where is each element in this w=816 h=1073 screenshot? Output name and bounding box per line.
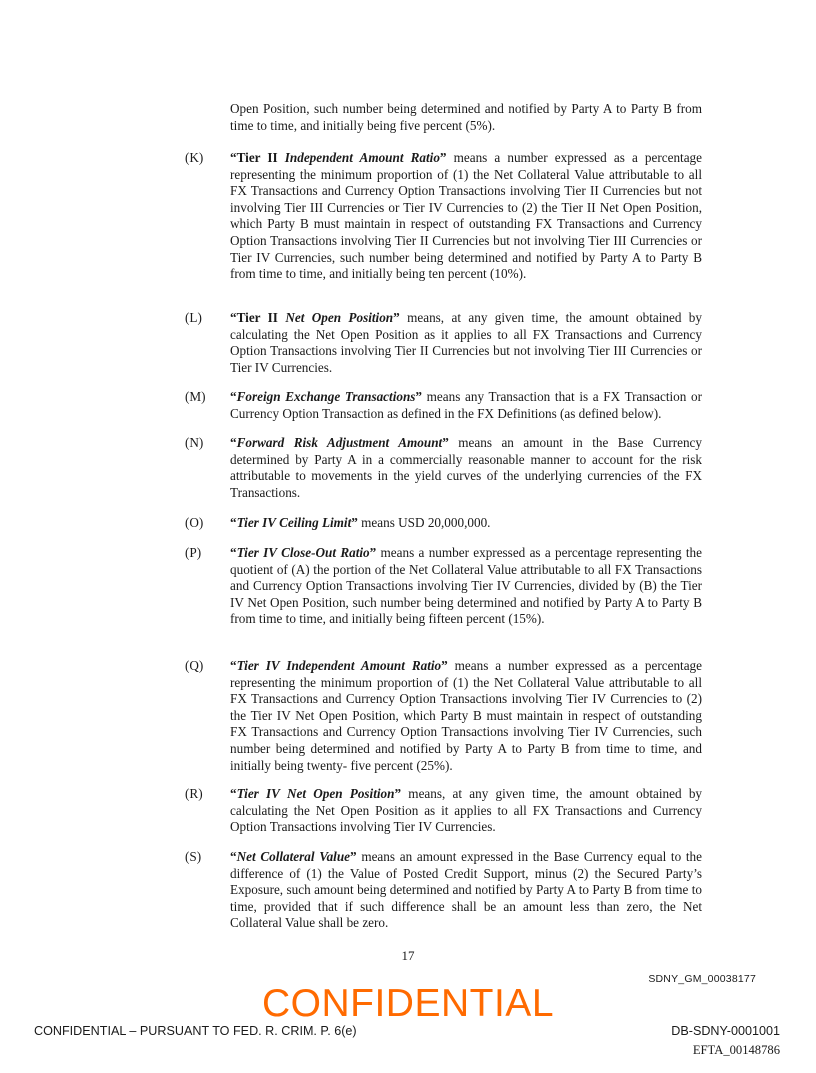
clause-label: (L) (185, 310, 202, 325)
clause-term-close: ” (415, 389, 423, 404)
clause-n (185, 435, 702, 501)
clause-m (185, 389, 702, 422)
efta-number: EFTA_00148786 (692, 1043, 780, 1057)
clause-label: (S) (185, 849, 202, 864)
clause-label: (K) (185, 150, 204, 165)
bates-number: SDNY_GM_00038177 (648, 973, 756, 985)
clause-body (230, 545, 702, 628)
production-number: DB-SDNY-0001001 (671, 1024, 780, 1038)
clause-term-bold: “ (230, 435, 237, 450)
clause-body (230, 389, 702, 422)
confidential-stamp: CONFIDENTIAL (261, 982, 555, 1025)
clause-body (230, 786, 702, 836)
clause-term-italic: Tier IV Close-Out Ratio (236, 545, 370, 560)
clause-term-bold: “ (230, 849, 237, 864)
clause-text: means USD 20,000,000. (357, 515, 491, 530)
clause-body (230, 435, 702, 501)
clause-term-close: ” (441, 658, 448, 673)
clause-p (185, 545, 702, 628)
clause-term-italic: Tier IV Ceiling Limit (236, 515, 352, 530)
clause-text: means an amount in the Base Currency determined by Party A in a commercially reasonable manner to account for the risk attributable to movements in the yield curves of the underlying currencies of the FX Transactions. (230, 435, 702, 500)
clause-term-close: ” (442, 435, 449, 450)
clause-term-italic: Tier IV Independent Amount Ratio (236, 658, 442, 673)
clause-label: (N) (185, 435, 204, 450)
clause-text: means an amount expressed in the Base Currency equal to the difference of (1) the Value of Posted Credit Support, minus (2) the Secured Party’s Exposure, such amount being determined and notified by Party A to Party B from time to time, provided that if such difference shall be an amount less than zero, the Net Collateral Value shall be zero. (230, 849, 702, 931)
clause-label: (Q) (185, 658, 204, 673)
clause-label: (R) (185, 786, 203, 801)
clause-term-close: ” (394, 786, 402, 801)
clause-term-bold: “Tier II (230, 150, 285, 165)
clause-term-italic: Foreign Exchange Transactions (236, 389, 416, 404)
clause-term-close: ” (439, 150, 447, 165)
clause-text: means a number expressed as a percentage representing the minimum proportion of (1) the Net Collateral Value attributable to all FX Transactions and Currency Option Transactions involving Tier II Currencies but not involving Tier III Currencies or Tier IV Currencies to (2) the Tier II Net Open Position, which Party B must maintain in respect of outstanding FX Transactions and Currency Option Transactions involving Tier II Currencies but not involving Tier III Currencies or Tier IV Currencies, such number being determined and notified by Party A to Party B from time to time, and initially being ten percent (10%). (230, 150, 702, 282)
clause-body (230, 849, 702, 932)
confidentiality-notice: CONFIDENTIAL – PURSUANT TO FED. R. CRIM. P. 6(e) (34, 1024, 357, 1038)
clause-term-close: ” (393, 310, 400, 325)
clause-q (185, 658, 702, 774)
clause-term-bold: “ (230, 658, 237, 673)
clause-o (185, 515, 702, 532)
clause-k (185, 150, 702, 283)
clause-term-italic: Tier IV Net Open Position (236, 786, 395, 801)
clause-text: means, at any given time, the amount obtained by calculating the Net Open Position as it applies to all FX Transactions and Currency Option Transactions involving Tier IV Currencies. (230, 786, 703, 835)
clause-text: means, at any given time, the amount obtained by calculating the Net Open Position as it applies to all FX Transactions and Currency Option Transactions involving Tier II Currencies but not involving Tier III Currencies or Tier IV Currencies. (230, 310, 702, 375)
clause-label: (P) (185, 545, 202, 560)
clause-s (185, 849, 702, 932)
clause-text: means a number expressed as a percentage representing the minimum proportion of (1) the Net Collateral Value attributable to all FX Transactions and Currency Option Transactions involving Tier IV Currencies to (2) the Tier IV Net Open Position, which Party B must maintain in respect of outstanding FX Transactions and Currency Option Transactions involving Tier IV Currencies, such number being determined and notified by Party A to Party B from time to time, and initially being twenty- five percent (25%). (230, 658, 702, 773)
clause-term-bold: “ (230, 786, 237, 801)
clause-l (185, 310, 702, 376)
clause-term-italic: Independent Amount Ratio (284, 150, 440, 165)
clause-term-italic: Net Open Position (285, 310, 394, 325)
clause-term-italic: Net Collateral Value (236, 849, 351, 864)
page-number: 17 (401, 948, 415, 963)
clause-term-italic: Forward Risk Adjustment Amount (236, 435, 443, 450)
clause-text: means any Transaction that is a FX Transaction or Currency Option Transaction as defined in the FX Definitions (as defined below). (230, 389, 702, 421)
clause-label: (O) (185, 515, 204, 530)
clause-body (230, 310, 702, 376)
clause-body (230, 150, 702, 283)
clause-term-close: ” (350, 849, 357, 864)
clause-term-bold: “ (230, 515, 237, 530)
clause-term-bold: “Tier II (230, 310, 286, 325)
clause-text: means a number expressed as a percentage representing the quotient of (A) the portion of the Net Collateral Value attributable to all FX Transactions and Currency Option Transactions involving Tier IV Currencies, divided by (B) the Tier IV Net Open Position, such number being determined and notified by Party A to Party B from time to time, and initially being fifteen percent (15%). (230, 545, 702, 627)
clause-label: (M) (185, 389, 206, 404)
clause-term-close: ” (369, 545, 377, 560)
clause-term-bold: “ (230, 389, 237, 404)
clause-r (185, 786, 702, 836)
clause-body (230, 515, 702, 532)
intro-paragraph: Open Position, such number being determined and notified by Party A to Party B from time to time, and initially being five percent (5%). (230, 101, 702, 133)
clause-body (230, 658, 702, 774)
clause-term-bold: “ (230, 545, 237, 560)
clause-term-close: ” (351, 515, 358, 530)
